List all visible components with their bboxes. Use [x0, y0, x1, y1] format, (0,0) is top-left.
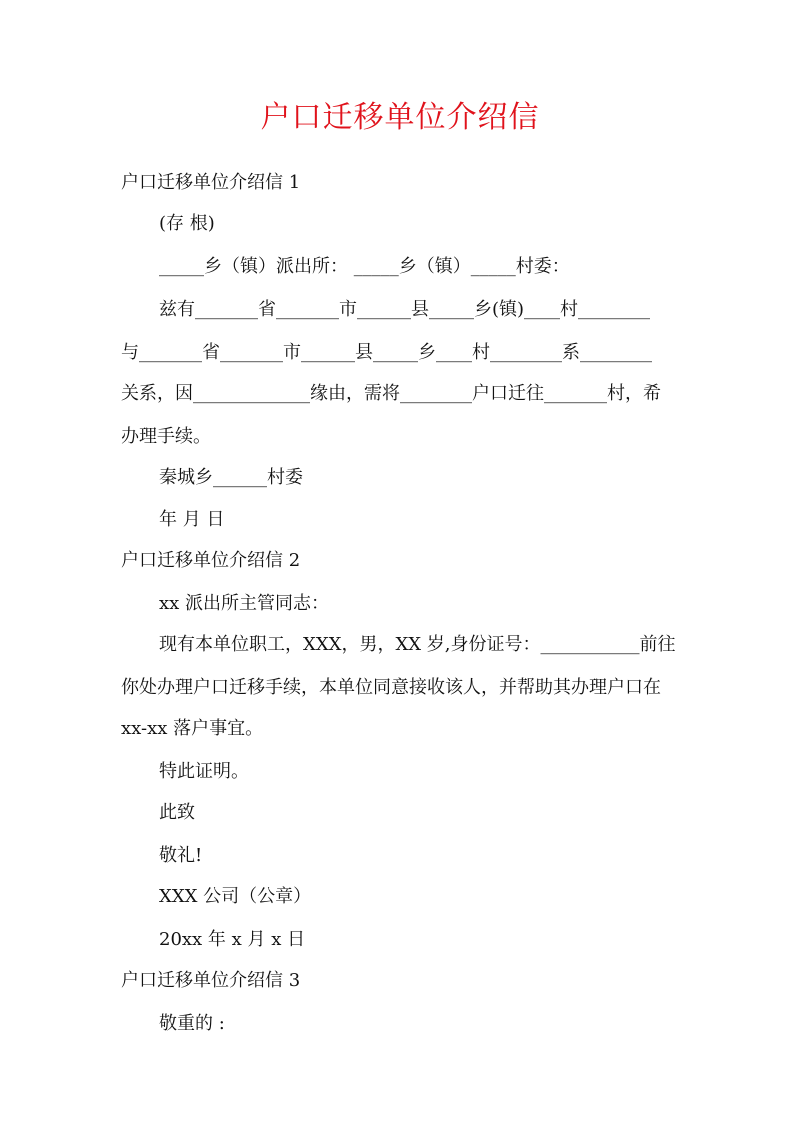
- section-heading-3: 户口迁移单位介绍信 3: [121, 970, 301, 991]
- section-heading-2: 户口迁移单位介绍信 2: [121, 550, 301, 571]
- closing-line: 特此证明。: [159, 761, 249, 782]
- document-title: 户口迁移单位介绍信: [260, 100, 540, 135]
- signature-line: 秦城乡______村委: [159, 467, 303, 488]
- salutation-line: 敬重的 :: [159, 1013, 225, 1034]
- body-line: 兹有_______省_______市______县_____乡(镇)____村________: [159, 299, 651, 320]
- date-line: 20xx 年 x 月 x 日: [159, 929, 306, 950]
- stub-label: (存 根): [159, 213, 215, 234]
- salutation-line: xx 派出所主管同志：: [159, 593, 330, 614]
- signature-line: XXX 公司（公章）: [159, 886, 312, 907]
- body-line: 关系，因_____________缘由，需将________户口迁往_______村，希: [121, 383, 661, 404]
- closing-line: 敬礼!: [159, 845, 203, 866]
- body-line: 办理手续。: [121, 426, 211, 447]
- section-heading-1: 户口迁移单位介绍信 1: [121, 172, 301, 193]
- closing-line: 此致: [159, 802, 195, 823]
- body-line: 与_______省_______市______县_____乡____村________系________: [121, 342, 652, 363]
- addressee-line: _____乡（镇）派出所： _____乡（镇）_____村委：: [159, 256, 570, 277]
- body-line: 现有本单位职工，XXX，男，XX 岁,身份证号：___________前往: [159, 634, 676, 655]
- body-line: 你处办理户口迁移手续，本单位同意接收该人，并帮助其办理户口在: [121, 677, 661, 698]
- date-line: 年 月 日: [159, 509, 225, 530]
- body-line: xx-xx 落户事宜。: [121, 718, 264, 739]
